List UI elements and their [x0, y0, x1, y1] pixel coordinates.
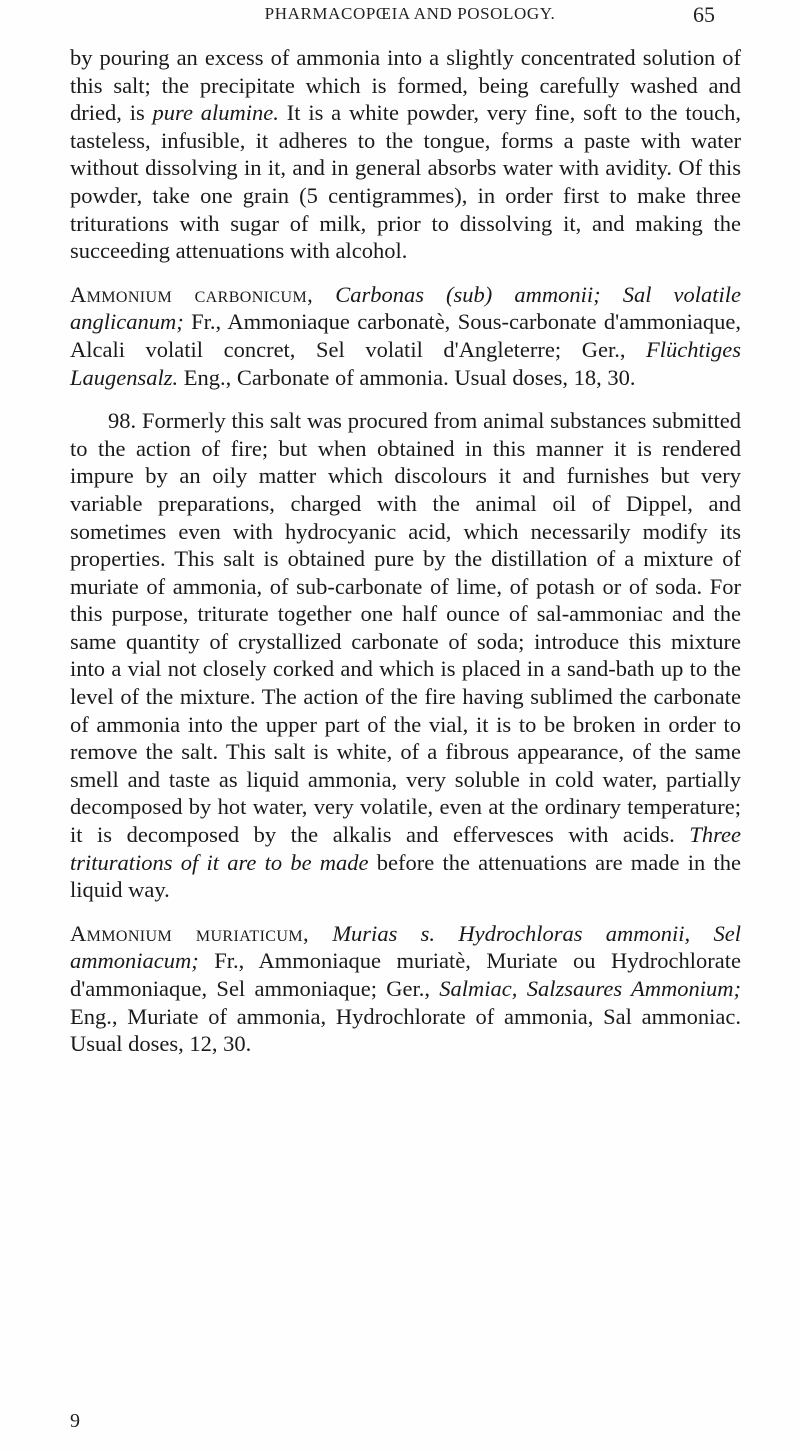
paragraph-alumine-rest: It is a white powder, very fine, soft to the touch, tasteless, infusible, it adheres to the tongue, forms a paste with water without dissolving in it, and in general absorbs water with avidity. Of this powder, take one grain (5 centigrammes), in order first to make three triturations with sugar of milk, prior to dissolving it, and making the succeeding attenuations with alcohol. — [70, 100, 741, 264]
entry-heading-carbonicum: Ammonium carbonicum, — [70, 281, 314, 307]
body-text — [70, 44, 741, 1058]
paragraph-98-text: 98. Formerly this salt was procured from animal substances submitted to the action of fire; but when obtained in this manner it is rendered impure by an oily matter which discolours it and furnishes but very variable preparations, charged with the animal oil of Dippel, and sometimes even with hydrocyanic acid, which necessarily modify its properties. This salt is obtained pure by the distillation of a mixture of muriate of ammonia, of sub-carbonate of lime, of potash or of soda. For this purpose, triturate together one half ounce of sal-ammoniac and the same quantity of crystallized carbonate of soda; introduce this mixture into a vial not closely corked and which is placed in a sand-bath up to the level of the mixture. The action of the fire having sublimed the carbonate of ammonia into the upper part of the vial, it is to be broken in order to remove the salt. This salt is white, of a fibrous appearance, of the same smell and taste as liquid ammonia, very soluble in cold water, partially decomposed by hot water, very volatile, even at the ordinary temperature; it is decomposed by the alkalis and effervesces with acids. — [70, 408, 741, 848]
english-and-doses-carbonicum: Eng., Carbonate of ammonia. Usual doses, 18, 30. — [178, 364, 636, 390]
french-synonyms-muriaticum: Fr., Ammoniaque muriatè, Muriate ou Hydrochlorate d'ammoniaque, Sel ammoniaque; Ger., — [70, 948, 741, 1001]
paragraph-alumine — [70, 44, 741, 265]
paragraph-98-rest: before the attenuations are made in the liquid way. — [70, 849, 741, 903]
latin-synonyms-carbonicum: Carbonas (sub) ammonii; Sal volatile anglicanum; — [70, 281, 742, 335]
page-number: 65 — [693, 2, 715, 27]
pure-alumine-term: pure alumine. — [152, 100, 279, 126]
german-synonym-carbonicum: Flüchtiges Laugensalz. — [70, 336, 742, 390]
running-head: PHARMACOPŒIA AND POSOLOGY. — [264, 4, 556, 23]
english-and-doses-muriaticum: Eng., Muriate of ammonia, Hydrochlorate of ammonia, Sal ammoniac. Usual doses, 12, 30. — [70, 1003, 741, 1057]
triturations-instruction: Three triturations of it are to be made — [70, 822, 741, 875]
entry-ammonium-muriaticum — [70, 920, 741, 1058]
signature-mark: 9 — [70, 1410, 80, 1432]
french-synonyms-carbonicum: Fr., Ammoniaque carbonatè, Sous-carbonate d'ammoniaque, Alcali volatil concret, Sel volatil d'Angleterre; Ger., — [70, 309, 741, 362]
german-synonyms-muriaticum: Salmiac, Salzsaures Ammonium; — [439, 976, 741, 1001]
paragraph-alumine-text: by pouring an excess of ammonia into a slightly concentrated solution of this salt; the precipitate which is formed, being carefully washed and dried, is — [70, 45, 741, 126]
paragraph-98 — [70, 407, 741, 904]
latin-synonyms-muriaticum: Murias s. Hydrochloras ammonii, Sel ammoniacum; — [70, 920, 741, 974]
entry-heading-muriaticum: Ammonium muriaticum, — [70, 920, 309, 946]
entry-ammonium-carbonicum — [70, 281, 741, 391]
